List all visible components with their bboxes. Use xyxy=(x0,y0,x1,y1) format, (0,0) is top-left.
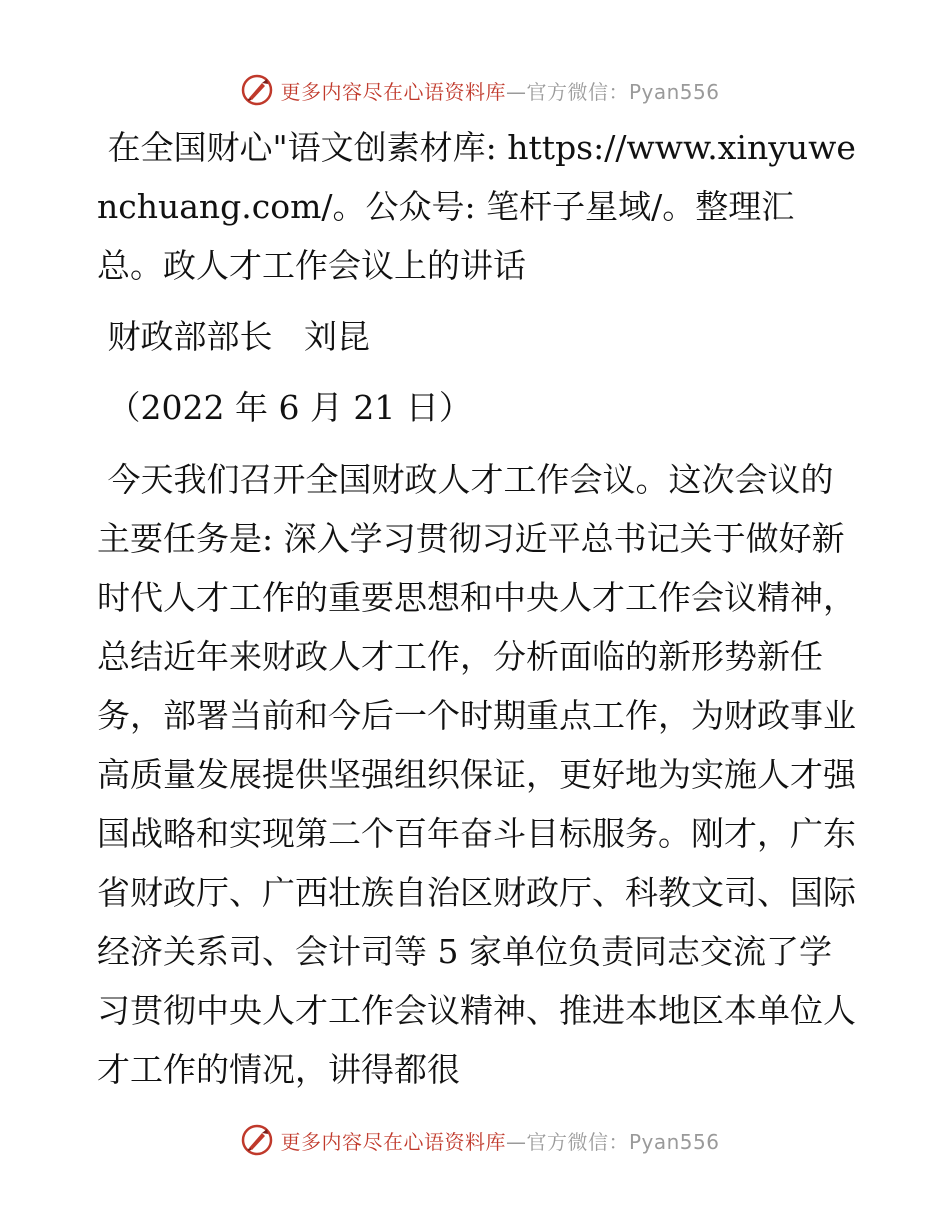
footer-watermark-banner xyxy=(0,1120,950,1160)
document-title-line: 在全国财心"语文创素材库: https://www.xinyuwenchuang.com/。公众号: 笔杆子星域/。整理汇总。政人才工作会议上的讲话 xyxy=(97,128,856,285)
header-banner-text: 更多内容尽在心语资料库—官方微信：Pyan556 xyxy=(280,79,720,104)
footer-banner-text: 更多内容尽在心语资料库—官方微信：Pyan556 xyxy=(280,1129,720,1154)
document-author: 财政部部长 刘昆 xyxy=(97,317,370,356)
document-date: （2022 年 6 月 21 日） xyxy=(97,388,472,427)
quill-logo-icon xyxy=(240,1123,274,1157)
document-body xyxy=(97,118,857,1099)
document-paragraph: 今天我们召开全国财政人才工作会议。这次会议的主要任务是: 深入学习贯彻习近平总书记关于做好新时代人才工作的重要思想和中央人才工作会议精神，总结近年来财政人才工作，分析面临的新形势新任务，部署当前和今后一个时期重点工作，为财政事业高质量发展提供坚强组织保证，更好地为实施人才强国战略和实现第二个百年奋斗目标服务。刚才，广东省财政厅、广西壮族自治区财政厅、科教文司、国际经济关系司、会计司等 5 家单位负责同志交流了学习贯彻中央人才工作会议精神、推进本地区本单位人才工作的情况，讲得都很 xyxy=(97,460,856,1089)
quill-logo-icon xyxy=(240,73,274,107)
header-watermark-banner xyxy=(0,70,950,110)
